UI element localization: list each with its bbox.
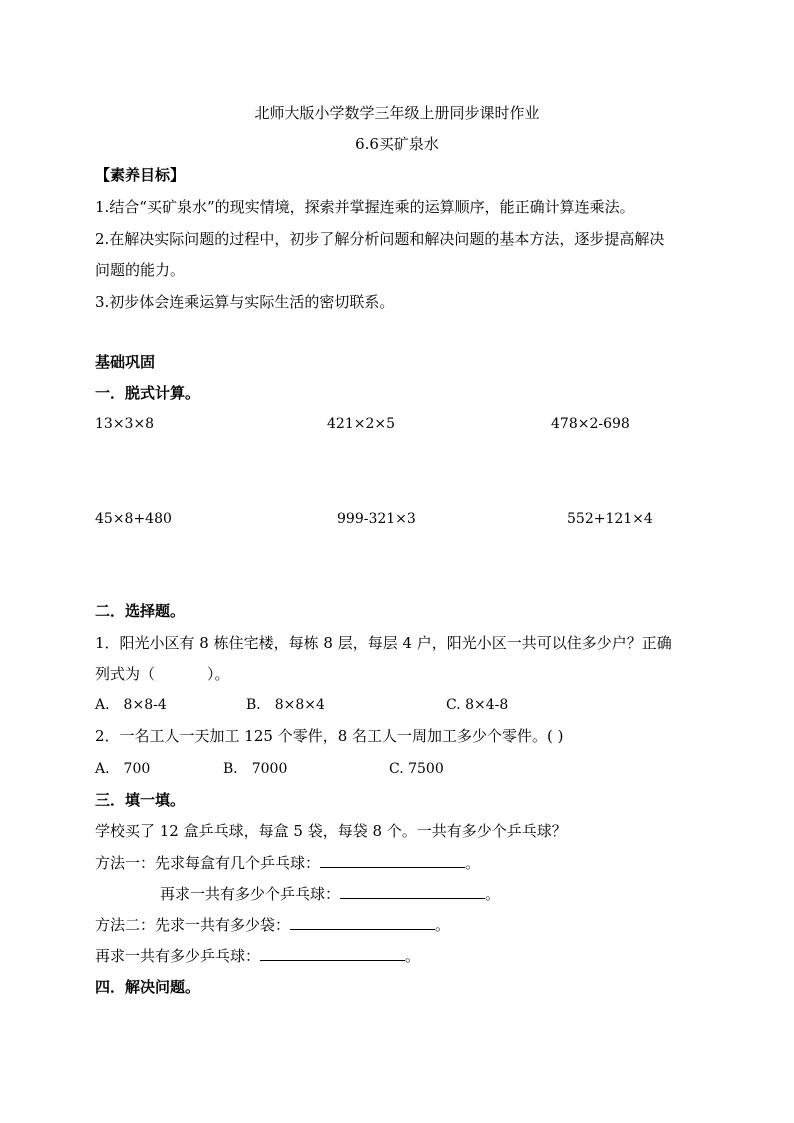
method-2-step-1-label: 方法二：先求一共有多少袋： [95,916,291,934]
goal-item-2: 2.在解决实际问题的过程中，初步了解分析问题和解决问题的基本方法，逐步提高解决 [95,230,665,248]
section3-question: 学校买了 12 盒乒乓球，每盒 5 袋，每袋 8 个。一共有多少个乒乓球？ [95,822,567,840]
question-1-suffix: ）。 [207,665,230,683]
section2-heading: 二．选择题。 [95,602,186,620]
section3-heading: 三．填一填。 [95,791,186,809]
end-mark: 。 [405,947,421,965]
method-1-step-1 [95,853,480,873]
calc-item: 13×3×8 [95,416,155,432]
goal-item-3: 3.初步体会连乘运算与实际生活的密切联系。 [95,293,395,311]
option-b[interactable]: B． 8×8×4 [246,697,325,713]
calc-item: 552+121×4 [567,511,653,527]
method-2-step-2 [95,946,420,966]
question-1-answer-line [95,664,230,684]
option-b[interactable]: B． 7000 [223,761,288,777]
end-mark: 。 [435,916,451,934]
method-2-step-1 [95,915,450,935]
method-2-step-2-label: 再求一共有多少乒乓球： [95,947,261,965]
method-1-step-1-label: 方法一：先求每盒有几个乒乓球： [95,854,321,872]
page-title: 北师大版小学数学三年级上册同步课时作业 [254,104,540,122]
option-a[interactable]: A． 700 [95,761,151,777]
section1-heading: 一．脱式计算。 [95,384,201,402]
fill-blank[interactable] [290,915,435,930]
goal-item-1: 1.结合“买矿泉水”的现实情境，探索并掌握连乘的运算顺序，能正确计算连乘法。 [95,198,635,216]
end-mark: 。 [485,885,501,903]
fill-blank[interactable] [260,946,405,961]
method-1-step-2 [160,884,500,904]
fill-blank[interactable] [340,884,485,899]
section4-heading: 四．解决问题。 [95,978,201,996]
fill-blank[interactable] [320,853,465,868]
end-mark: 。 [465,854,481,872]
page-subtitle: 6.6买矿泉水 [355,135,439,153]
goal-item-2-cont: 问题的能力。 [95,261,186,279]
basics-heading: 基础巩固 [95,353,156,371]
question-1-text: 1．阳光小区有 8 栋住宅楼，每栋 8 层，每层 4 户，阳光小区一共可以住多少户？正确 [95,634,672,652]
option-c[interactable]: C. 8×4-8 [446,697,509,713]
option-a[interactable]: A． 8×8-4 [95,697,167,713]
option-c[interactable]: C. 7500 [389,761,444,777]
question-1-prefix: 列式为（ [95,665,156,683]
calc-item: 421×2×5 [327,416,395,432]
calc-item: 45×8+480 [95,511,172,527]
goals-heading: 【素养目标】 [95,166,186,184]
method-1-step-2-label: 再求一共有多少个乒乓球： [160,885,341,903]
calc-item: 999-321×3 [337,511,416,527]
calc-item: 478×2-698 [551,416,630,432]
question-2-text: 2．一名工人一天加工 125 个零件，8 名工人一周加工多少个零件。( ) [95,727,564,745]
